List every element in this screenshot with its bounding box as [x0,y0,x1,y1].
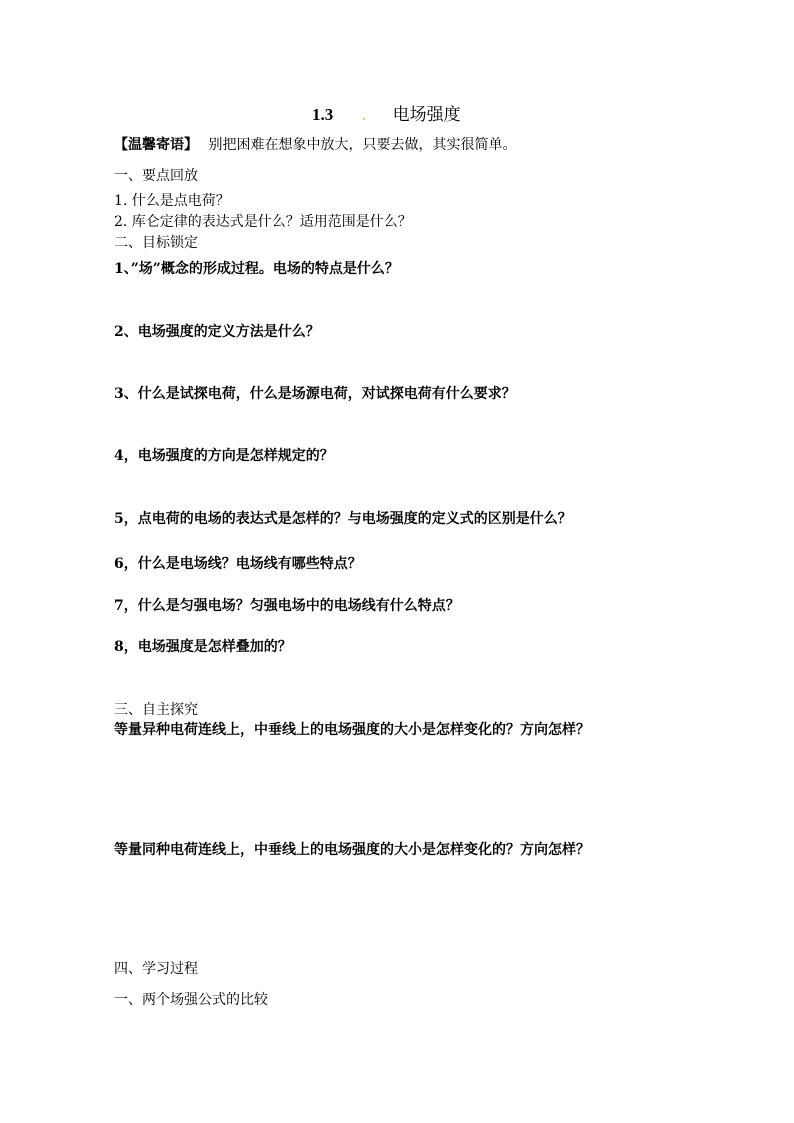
document-title [312,104,461,126]
goal-item: 1、”场”概念的形成过程。电场的特点是什么？ [114,261,399,277]
section-heading-review: 一、要点回放 [114,168,198,184]
explore-item: 等量异种电荷连线上，中垂线上的电场强度的大小是怎样变化的？方向怎样？ [114,722,590,738]
section-heading-goals: 二、目标锁定 [114,235,198,251]
goal-item: 2、电场强度的定义方法是什么？ [114,324,320,340]
goal-item: 6，什么是电场线？电场线有哪些特点？ [114,556,362,572]
goal-item: 5，点电荷的电场的表达式是怎样的？与电场强度的定义式的区别是什么？ [114,511,572,527]
section-heading-explore: 三、自主探究 [114,702,198,718]
review-item: 2. 库仑定律的表达式是什么？适用范围是什么？ [114,214,412,230]
review-item: 1. 什么是点电荷？ [114,193,230,209]
goal-item: 8，电场强度是怎样叠加的？ [114,639,292,655]
goal-item: 3、什么是试探电荷，什么是场源电荷，对试探电荷有什么要求？ [114,386,516,402]
goal-item: 7，什么是匀强电场？匀强电场中的电场线有什么特点？ [114,598,460,614]
motto-label: 【温馨寄语】 [114,137,198,153]
motto-text: 别把困难在想象中放大，只要去做，其实很简单。 [208,137,517,153]
title-number: 1.3 [312,105,334,124]
title-dot: . [361,105,367,125]
section-heading-process: 四、学习过程 [114,961,198,977]
process-item: 一、两个场强公式的比较 [114,992,268,1008]
goal-item: 4，电场强度的方向是怎样规定的？ [114,448,334,464]
motto [114,136,516,154]
explore-item: 等量同种电荷连线上，中垂线上的电场强度的大小是怎样变化的？方向怎样？ [114,842,590,858]
title-text: 电场强度 [392,105,461,125]
